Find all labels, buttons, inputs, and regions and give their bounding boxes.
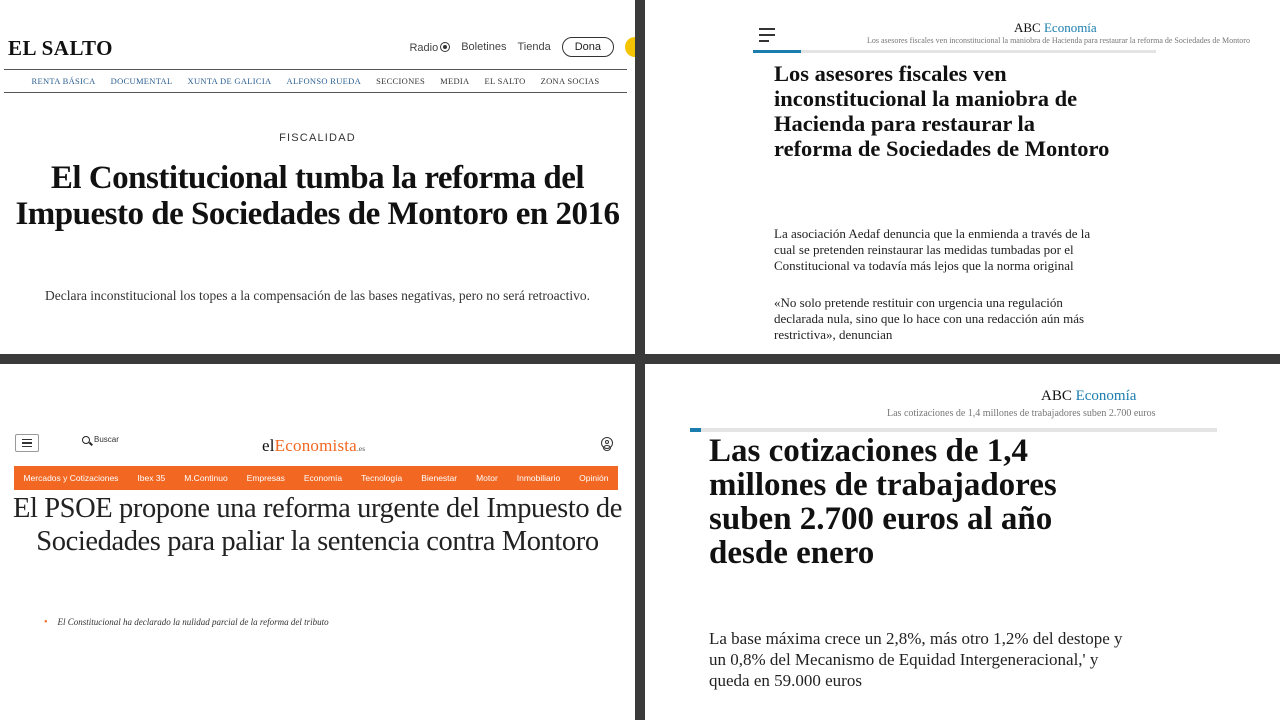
radio-icon — [440, 42, 450, 52]
boletines-link[interactable]: Boletines — [461, 41, 507, 53]
nav-motor[interactable]: Motor — [476, 473, 498, 483]
bullet-icon: • — [44, 617, 48, 628]
nav-el-salto[interactable]: EL SALTO — [484, 76, 526, 86]
nav-renta-basica[interactable]: RENTA BÁSICA — [31, 76, 96, 86]
nav-economia[interactable]: Economía — [303, 473, 343, 483]
nav-media[interactable]: MEDIA — [440, 76, 470, 86]
reading-progress-fill — [753, 50, 801, 53]
nav-secciones[interactable]: SECCIONES — [376, 76, 426, 86]
bullet-text: El Constitucional ha declarado la nulidad parcial de la reforma del tributo — [57, 617, 329, 627]
nav-mcontinuo[interactable]: M.Continuo — [184, 473, 228, 483]
reading-progress-bar — [690, 428, 1217, 432]
eleconomista-panel — [0, 364, 635, 720]
article-headline: El Constitucional tumba la reforma del Impuesto de Sociedades de Montoro en 2016 — [15, 160, 620, 232]
eleconomista-nav — [14, 466, 618, 490]
abc-logo[interactable]: ABC — [1041, 388, 1072, 404]
menu-icon[interactable] — [759, 28, 775, 42]
elsalto-top-bar — [409, 37, 625, 57]
radio-link[interactable]: Radio — [409, 41, 450, 54]
menu-icon[interactable] — [15, 434, 39, 452]
sticky-headline: Los asesores fiscales ven inconstitucional la maniobra de Hacienda para restaurar la reforma de Sociedades de Montoro — [867, 36, 1250, 45]
sticky-headline: Las cotizaciones de 1,4 millones de trabajadores suben 2.700 euros — [887, 408, 1156, 419]
abc-header-brand[interactable] — [1014, 20, 1097, 36]
article-headline: El PSOE propone una reforma urgente del Impuesto de Sociedades para paliar la sentencia contra Montoro — [12, 493, 623, 557]
article-summary: La base máxima crece un 2,8%, más otro 1,2% del destope y un 0,8% del Mecanismo de Equidad Intergeneracional,' y queda en 59.000 euros — [709, 629, 1123, 690]
section-label[interactable]: FISCALIDAD — [279, 132, 356, 144]
search-icon — [82, 436, 90, 444]
nav-mercados[interactable]: Mercados y Cotizaciones — [23, 473, 119, 483]
nav-empresas[interactable]: Empresas — [246, 473, 285, 483]
article-headline: Los asesores fiscales ven inconstitucional la maniobra de Hacienda para restaurar la reforma de Sociedades de Montoro — [774, 61, 1110, 161]
nav-inmobiliario[interactable]: Inmobiliario — [516, 473, 561, 483]
nav-opinion[interactable]: Opinión — [579, 473, 609, 483]
nav-documental[interactable]: DOCUMENTAL — [110, 76, 173, 86]
search-button[interactable] — [82, 435, 119, 444]
abc-header-brand[interactable] — [1041, 388, 1136, 405]
elsalto-logo[interactable]: EL SALTO — [8, 36, 113, 60]
user-icon[interactable] — [601, 437, 613, 449]
search-label: Buscar — [94, 435, 119, 444]
article-summary-2: «No solo pretende restituir con urgencia una regulación declarada nula, sino que lo hace con una redacción aún más restrictiva», denuncian — [774, 295, 1085, 342]
section-link-economia[interactable]: Economía — [1075, 388, 1137, 404]
nav-alfonso-rueda[interactable]: ALFONSO RUEDA — [286, 76, 362, 86]
abc-cotizaciones-panel — [645, 364, 1280, 720]
abc-asesores-panel — [645, 0, 1280, 354]
article-headline: Las cotizaciones de 1,4 millones de trabajadores suben 2.700 euros al año desde enero — [709, 433, 1057, 571]
nav-ibex35[interactable]: Ibex 35 — [137, 473, 166, 483]
yellow-circle-icon[interactable] — [625, 37, 635, 57]
reading-progress-fill — [690, 428, 701, 432]
nav-xunta-de-galicia[interactable]: XUNTA DE GALICIA — [187, 76, 272, 86]
abc-logo[interactable]: ABC — [1014, 20, 1041, 35]
nav-tecnologia[interactable]: Tecnología — [361, 473, 403, 483]
elsalto-panel — [0, 0, 635, 354]
article-summary-1: La asociación Aedaf denuncia que la enmienda a través de la cual se pretenden reinstaurar las medidas tumbadas por el Constitucional va todavía más lejos que la norma original — [774, 226, 1091, 273]
article-bullet — [44, 617, 329, 628]
tienda-link[interactable]: Tienda — [517, 41, 551, 53]
reading-progress-bar — [753, 50, 1156, 53]
dona-button[interactable]: Dona — [562, 37, 614, 57]
nav-zona-socias[interactable]: ZONA SOCIAS — [540, 76, 600, 86]
nav-bienestar[interactable]: Bienestar — [421, 473, 458, 483]
article-subtitle: Declara inconstitucional los topes a la compensación de las bases negativas, pero no será retroactivo. — [44, 288, 591, 303]
section-link-economia[interactable]: Economía — [1043, 20, 1097, 35]
eleconomista-logo[interactable]: elEconomista.es — [262, 436, 366, 455]
elsalto-nav — [4, 69, 627, 93]
